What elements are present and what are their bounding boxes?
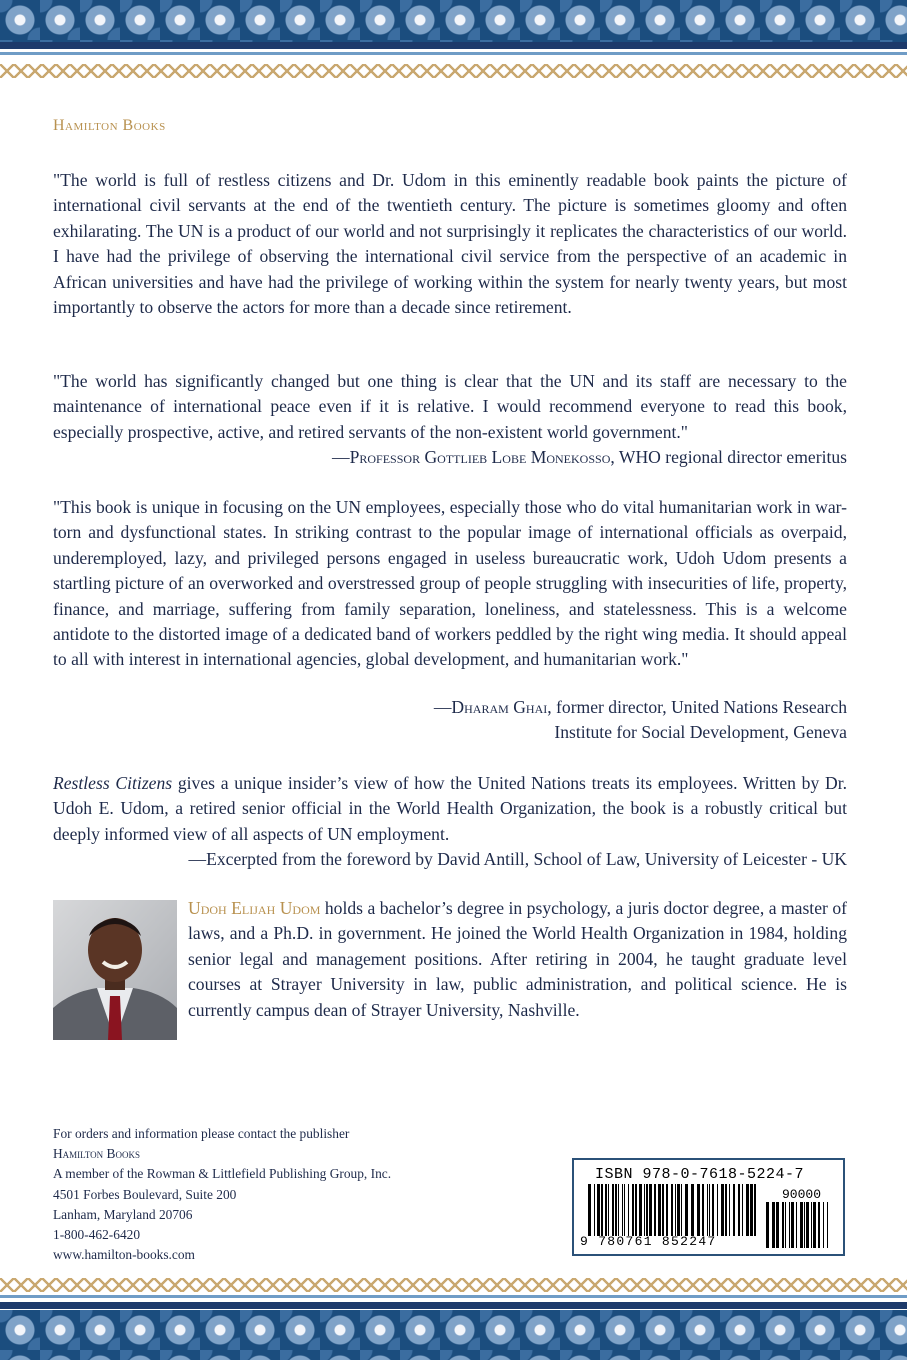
book-title: Restless Citizens bbox=[53, 773, 173, 793]
attribution-name: —Dharam Ghai, bbox=[433, 697, 552, 717]
barcode-bar bbox=[671, 1184, 673, 1236]
barcode-bar bbox=[785, 1202, 786, 1248]
contact-phone: 1-800-462-6420 bbox=[53, 1227, 141, 1243]
top-navy-rule bbox=[0, 42, 907, 49]
bottom-light-rule bbox=[0, 1295, 907, 1298]
barcode-bar bbox=[806, 1202, 809, 1248]
barcode-bar bbox=[772, 1202, 775, 1248]
barcode-bar bbox=[622, 1184, 623, 1236]
attribution-role: former director, United Nations Research bbox=[551, 697, 847, 717]
isbn-barcode bbox=[572, 1158, 845, 1256]
author-photo bbox=[53, 900, 177, 1040]
barcode-bar bbox=[649, 1184, 652, 1236]
barcode-bar bbox=[776, 1202, 779, 1248]
barcode-bar bbox=[624, 1184, 625, 1236]
author-bio bbox=[188, 896, 847, 1023]
barcode-bar bbox=[608, 1184, 609, 1236]
barcode-bar bbox=[742, 1184, 743, 1236]
ean-digits: 9 780761 852247 bbox=[580, 1234, 717, 1249]
barcode-bar bbox=[707, 1184, 708, 1236]
barcode-bar bbox=[597, 1184, 600, 1236]
barcode-bar bbox=[791, 1202, 794, 1248]
barcode-bar bbox=[800, 1202, 803, 1248]
barcode-bar bbox=[618, 1184, 619, 1236]
barcode-bar bbox=[796, 1202, 797, 1248]
contact-address-line-1: 4501 Forbes Boulevard, Suite 200 bbox=[53, 1186, 237, 1202]
barcode-bar bbox=[818, 1202, 820, 1248]
ean-bars bbox=[588, 1184, 758, 1236]
barcode-bar bbox=[733, 1184, 735, 1236]
contact-intro: For orders and information please contact the publisher bbox=[53, 1126, 350, 1141]
attribution-institute: Institute for Social Development, Geneva bbox=[554, 722, 847, 743]
barcode-bar bbox=[721, 1184, 724, 1236]
barcode-bar bbox=[632, 1184, 634, 1236]
endorsement-paragraph-1: "The world is full of restless citizens and Dr. Udom in this eminently readable book paints the picture of international civil servants at the end of the twentieth century. The picture is sometimes gloomy and often exhilarating. The UN is a product of our world and not surprisingly it replicates the characteristics of our world. I have had the privilege of observing the international civil service from the perspective of an academic in African universities and have had the privilege of working within the system for nearly twenty years, but most importantly to observe the actors for more than a decade since retirement. bbox=[53, 170, 847, 318]
contact-member: A member of the Rowman & Littlefield Publishing Group, Inc. bbox=[53, 1166, 392, 1182]
barcode-bar bbox=[615, 1184, 617, 1236]
top-diamond-border bbox=[0, 64, 907, 78]
barcode-bar bbox=[691, 1184, 694, 1236]
barcode-bar bbox=[654, 1184, 656, 1236]
barcode-bar bbox=[675, 1184, 676, 1236]
addon-bars bbox=[766, 1202, 830, 1248]
barcode-bar bbox=[754, 1184, 756, 1236]
foreword-attribution: —Excerpted from the foreword by David Antill, School of Law, University of Leicester - UK bbox=[188, 849, 847, 869]
barcode-bar bbox=[746, 1184, 749, 1236]
barcode-bar bbox=[601, 1184, 603, 1236]
barcode-bar bbox=[685, 1184, 688, 1236]
author-bio-text: holds a bachelor’s degree in psychology, a juris doctor degree, a master of laws, and a Ph.D. in government. He joined the World Health Organization in 1984, holding senior legal and management positions. After retiring in 2004, he taught graduate level courses at Strayer University in law, public administration, and political science. He is currently campus dean of Strayer University, Nashville. bbox=[188, 898, 847, 1020]
barcode-bar bbox=[594, 1184, 595, 1236]
barcode-bar bbox=[811, 1202, 812, 1248]
barcode-bar bbox=[666, 1184, 668, 1236]
publisher-contact bbox=[53, 1124, 391, 1265]
contact-address-line-2: Lanham, Maryland 20706 bbox=[53, 1206, 193, 1222]
barcode-bar bbox=[681, 1184, 682, 1236]
barcode-bar bbox=[697, 1184, 700, 1236]
endorsement-2-attribution bbox=[332, 445, 847, 470]
barcode-bar bbox=[738, 1184, 740, 1236]
bottom-diamond-border bbox=[0, 1278, 907, 1292]
attribution-role: WHO regional director emeritus bbox=[614, 447, 847, 468]
barcode-bar bbox=[725, 1184, 727, 1236]
barcode-bar bbox=[712, 1184, 714, 1236]
price-code: 90000 bbox=[782, 1187, 822, 1202]
barcode-bar bbox=[605, 1184, 607, 1236]
barcode-bar bbox=[827, 1202, 828, 1248]
barcode-bar bbox=[782, 1202, 784, 1248]
endorsement-3-attribution bbox=[434, 695, 847, 746]
author-portrait-image bbox=[53, 900, 177, 1040]
top-light-rule bbox=[0, 52, 907, 55]
barcode-bar bbox=[612, 1184, 614, 1236]
top-pattern-band bbox=[0, 0, 907, 42]
author-name: Udoh Elijah Udom bbox=[188, 898, 321, 918]
barcode-bar bbox=[813, 1202, 816, 1248]
barcode-bar bbox=[628, 1184, 629, 1236]
barcode-bar bbox=[750, 1184, 753, 1236]
foreword-paragraph bbox=[53, 771, 847, 847]
bottom-navy-rule bbox=[0, 1302, 907, 1309]
barcode-bar bbox=[823, 1202, 824, 1248]
barcode-bar bbox=[729, 1184, 730, 1236]
barcode-bar bbox=[766, 1202, 769, 1248]
barcode-bar bbox=[639, 1184, 642, 1236]
barcode-bar bbox=[717, 1184, 718, 1236]
endorsement-paragraph-3: "This book is unique in focusing on the UN employees, especially those who do vital humanitarian work in war-torn and dysfunctional states. In striking contrast to the popular image of international officials as overpaid, underemployed, lazy, and privileged persons engaged in useless bureaucratic work, Udoh Udom presents a startling picture of an overworked and overstressed group of people struggling with insecurities of life, property, finance, and marriage, suffering from family separation, loneliness, and statelessness. This is a welcome antidote to the distorted image of a dedicated band of workers peddled by the right wing media. It should appeal to all with interest in international agencies, global development, and humanitarian work." bbox=[53, 497, 847, 670]
barcode-bar bbox=[804, 1202, 805, 1248]
barcode-bar bbox=[677, 1184, 680, 1236]
contact-publisher: Hamilton Books bbox=[53, 1146, 140, 1162]
foreword-text: gives a unique insider’s view of how the United Nations treats its employees. Written by Dr. Udoh E. Udom, a retired senior official in the World Health Organization, the book is a robustly critical but deeply informed view of all aspects of UN employment. bbox=[53, 773, 847, 844]
barcode-bar bbox=[662, 1184, 664, 1236]
isbn-number: ISBN 978-0-7618-5224-7 bbox=[595, 1166, 805, 1183]
barcode-bar bbox=[702, 1184, 704, 1236]
barcode-bar bbox=[646, 1184, 648, 1236]
publisher-name: Hamilton Books bbox=[53, 117, 166, 134]
barcode-bar bbox=[635, 1184, 637, 1236]
contact-website: www.hamilton-books.com bbox=[53, 1247, 195, 1263]
barcode-bar bbox=[644, 1184, 645, 1236]
barcode-bar bbox=[658, 1184, 661, 1236]
barcode-bar bbox=[588, 1184, 591, 1236]
barcode-bar bbox=[709, 1184, 710, 1236]
barcode-bar bbox=[789, 1202, 790, 1248]
bottom-pattern-band bbox=[0, 1310, 907, 1360]
attribution-name: —Professor Gottlieb Lobe Monekosso, bbox=[332, 447, 615, 468]
endorsement-2-text: "The world has significantly changed but one thing is clear that the UN and its staff are necessary to the maintenance of international peace even if it is relative. I would recommend everyone to read this book, especially prospective, active, and retired servants of the non-existent world government." bbox=[53, 371, 847, 442]
endorsement-paragraph-2 bbox=[53, 369, 847, 471]
